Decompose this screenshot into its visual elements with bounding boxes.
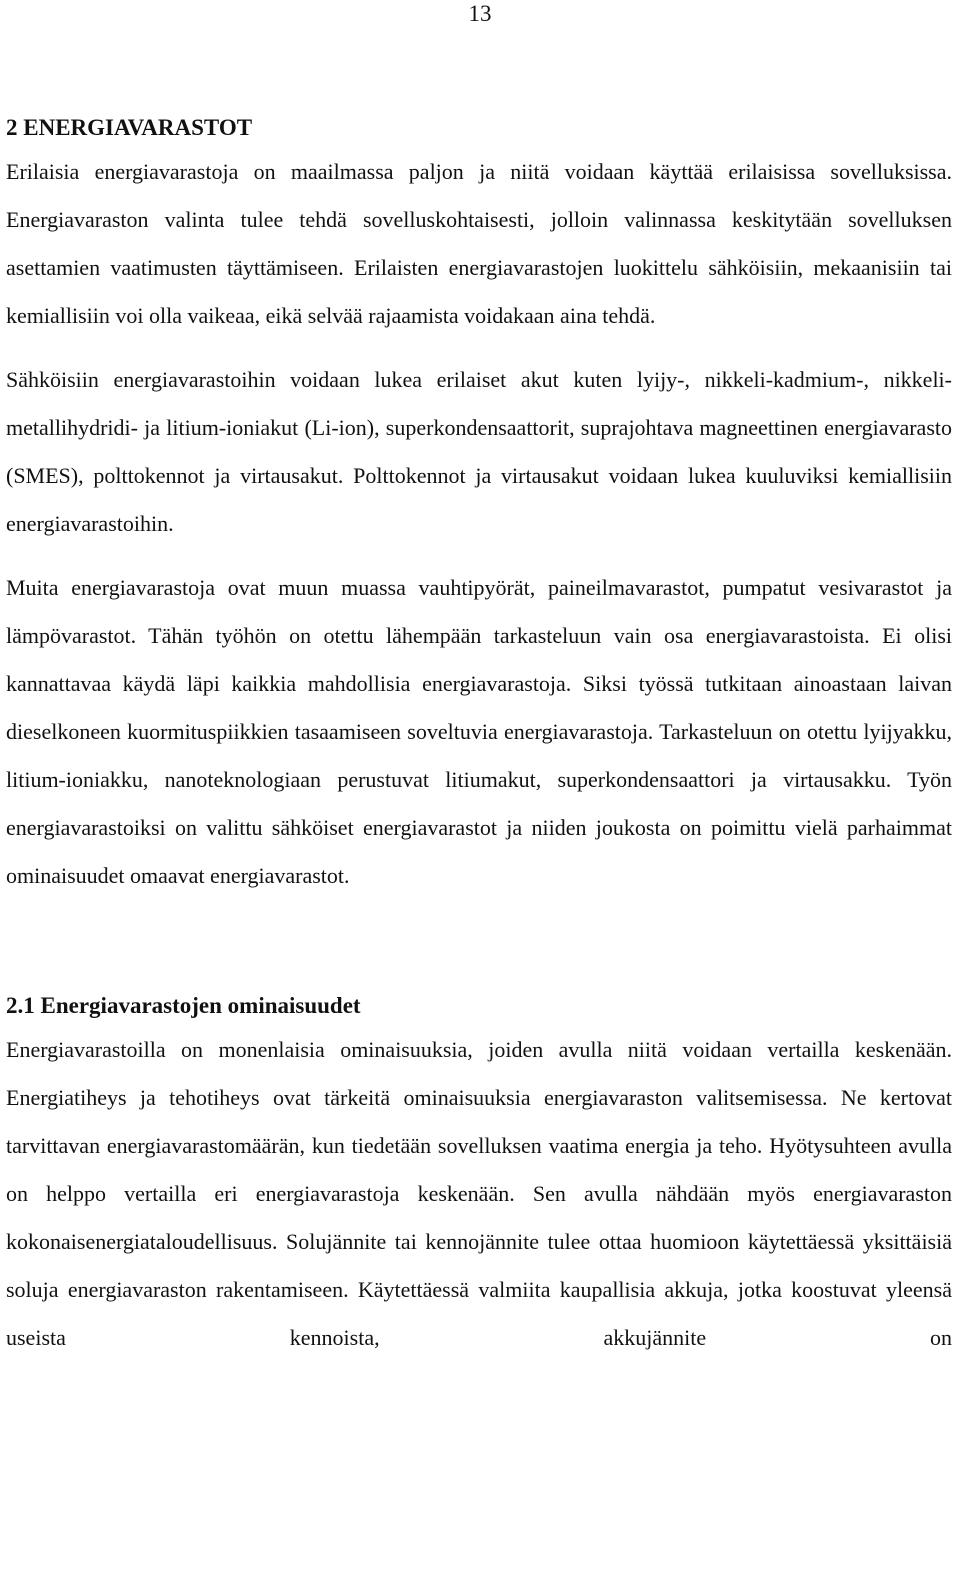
paragraph-spacer xyxy=(6,548,952,564)
paragraph-other-storage: Muita energiavarastoja ovat muun muassa vauhtipyörät, paineilmavarastot, pumpatut vesivarastot ja lämpövarastot. Tähän työhön on otettu lähempään tarkasteluun vain osa energiavarastoista. Ei olisi kannattavaa käydä läpi kaikkia mahdollisia energiavarastoja. Siksi työssä tutkitaan ainoastaan laivan dieselkoneen kuormituspiikkien tasaamiseen soveltuvia energiavarastoja. Tarkasteluun on otettu lyijyakku, litium-ioniakku, nanoteknologiaan perustuvat litiumakut, superkondensaattori ja virtausakku. Työn energiavarastoiksi on valittu sähköiset energiavarastot ja niiden joukosta on poimittu vielä parhaimmat ominaisuudet omaavat energiavarastot. xyxy=(6,575,952,888)
subsection-heading: 2.1 Energiavarastojen ominaisuudet xyxy=(6,993,361,1018)
section-spacer xyxy=(6,900,952,986)
paragraph-intro: Erilaisia energiavarastoja on maailmassa paljon ja niitä voidaan käyttää erilaisissa sovelluksissa. Energiavaraston valinta tulee tehdä sovelluskohtaisesti, jolloin valinnassa keskitytään sovelluksen asettamien vaatimusten täyttämiseen. Erilaisten energiavarastojen luokittelu sähköisiin, mekaanisiin tai kemiallisiin voi olla vaikeaa, eikä selvää rajaamista voidakaan aina tehdä. xyxy=(6,159,952,328)
section-heading: 2 ENERGIAVARASTOT xyxy=(6,115,253,140)
paragraph-electrical-storage: Sähköisiin energiavarastoihin voidaan lukea erilaiset akut kuten lyijy-, nikkeli-kadmium-, nikkeli-metallihydridi- ja litium-ioniakut (Li-ion), superkondensaattorit, suprajohtava magneettinen energiavarasto (SMES), polttokennot ja virtausakut. Polttokennot ja virtausakut voidaan lukea kuuluviksi kemiallisiin energiavarastoihin. xyxy=(6,367,952,536)
page-content xyxy=(6,108,952,1362)
page-number: 13 xyxy=(468,1,492,26)
paragraph-spacer xyxy=(6,340,952,356)
paragraph-properties: Energiavarastoilla on monenlaisia ominaisuuksia, joiden avulla niitä voidaan vertailla keskenään. Energiatiheys ja tehotiheys ovat tärkeitä ominaisuuksia energiavaraston valitsemisessa. Ne kertovat tarvittavan energiavarastomäärän, kun tiedetään sovelluksen vaatima energia ja teho. Hyötysuhteen avulla on helppo vertailla eri energiavarastoja keskenään. Sen avulla nähdään myös energiavaraston kokonaisenergiataloudellisuus. Solujännite tai kennojännite tulee ottaa huomioon käytettäessä yksittäisiä soluja energiavaraston rakentamiseen. Käytettäessä valmiita kaupallisia akkuja, jotka koostuvat yleensä useista kennoista, akkujännite on xyxy=(6,1037,952,1350)
